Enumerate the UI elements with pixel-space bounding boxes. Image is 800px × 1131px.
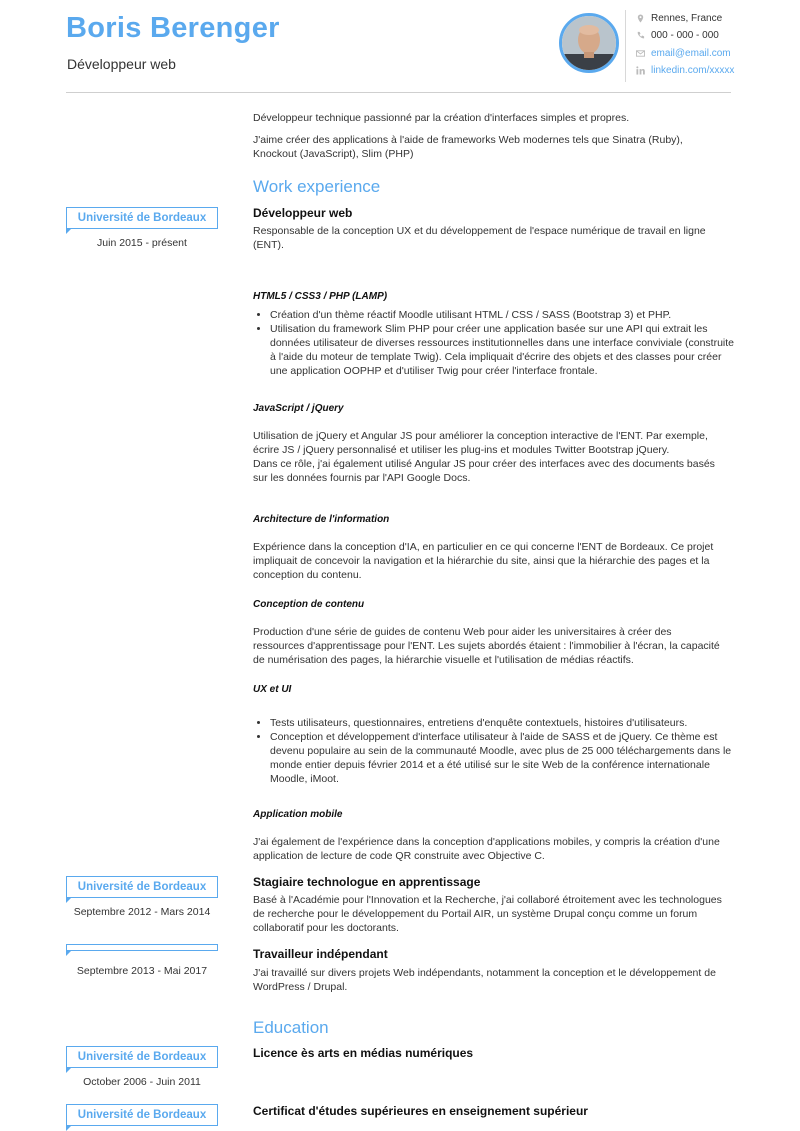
phone-icon: [636, 31, 645, 40]
job-1-ux-list: [253, 716, 740, 786]
job-3-sidebar: [66, 944, 218, 977]
job-1-js-paragraph-1: Utilisation de jQuery et Angular JS pour améliorer la conception interactive de l'ENT. Par exemple, écrire JS / jQuery personnalisé et utiliser les plug-ins et modules Twitter Bootstrap jQuery.: [253, 430, 708, 456]
job-3-description: J'ai travaillé sur divers projets Web indépendants, notamment la conception et le développement de WordPress / Drupal.: [253, 967, 716, 993]
work-experience-heading: Work experience: [253, 177, 381, 196]
education-1-title: Licence ès arts en médias numériques: [253, 1046, 474, 1060]
job-1-subheading-mobile: Application mobile: [253, 809, 343, 820]
list-item: • Conception et développement d'interface utilisateur à l'aide de SASS et de jQuery. Ce thème est devenu populaire au sein de la communauté Moodle, avec plus de 25 000 téléchargements dans le monde entier depuis février 2014 et a été utilisé sur le site Web de la conférence internationale Moodle, iMoot.: [270, 730, 740, 786]
job-2-title: Stagiaire technologue en apprentissage: [253, 875, 481, 889]
job-3-title: Travailleur indépendant: [253, 947, 388, 961]
job-1-html-list: [253, 308, 740, 378]
education-2-title: Certificat d'études supérieures en enseignement supérieur: [253, 1104, 588, 1118]
job-3-dates: Septembre 2013 - Mai 2017: [76, 965, 208, 977]
job-1-mobile-paragraph: J'ai également de l'expérience dans la conception d'applications mobiles, y compris la création d'une application de lecture de code QR construite avec Objective C.: [253, 836, 720, 862]
person-title: Développeur web: [67, 56, 176, 72]
job-1-ia-paragraph: Expérience dans la conception d'IA, en particulier en ce qui concerne l'ENT de Bordeaux. Ce projet impliquait de concevoir la navigation et la hiérarchie du site, ainsi que la hiérarchie des pages et la conception du contenu.: [253, 541, 714, 581]
education-1-institution-badge: Université de Bordeaux: [66, 1046, 218, 1068]
job-1-subheading-html: HTML5 / CSS3 / PHP (LAMP): [253, 291, 388, 302]
list-item: • Création d'un thème réactif Moodle utilisant HTML / CSS / SASS (Bootstrap 3) et PHP.: [270, 308, 740, 322]
job-1-dates: Juin 2015 - présent: [97, 237, 187, 249]
education-2-sidebar: [66, 1104, 218, 1126]
job-2-institution-badge: Université de Bordeaux: [66, 876, 218, 898]
contact-linkedin[interactable]: [636, 63, 734, 79]
email-icon: [636, 49, 645, 58]
job-1-title: Développeur web: [253, 206, 353, 220]
phone-text: 000 - 000 - 000: [651, 30, 719, 41]
education-2-institution-badge: Université de Bordeaux: [66, 1104, 218, 1126]
job-1-js-paragraph-2: Dans ce rôle, j'ai également utilisé Angular JS pour créer des interfaces avec des documents basés sur les données fournis par l'API Google Docs.: [253, 458, 715, 484]
email-link[interactable]: email@email.com: [651, 47, 731, 59]
job-2-description: Basé à l'Académie pour l'Innovation et la Recherche, j'ai collaboré étroitement avec les technologues de recherche pour le développement du Portail AIR, un système Drupal conçu comme un forum collaboratif pour les doctorants.: [253, 894, 722, 934]
job-1-subheading-ux: UX et UI: [253, 684, 292, 695]
education-1-sidebar: [66, 1046, 218, 1088]
location-pin-icon: [636, 14, 645, 23]
avatar: [559, 13, 619, 73]
header-divider: [66, 92, 731, 93]
job-1-institution-badge: Université de Bordeaux: [66, 207, 218, 229]
list-item: • Tests utilisateurs, questionnaires, entretiens d'enquête contextuels, histoires d'utilisateurs.: [270, 716, 740, 730]
contact-location: [636, 10, 734, 26]
job-2-dates: Septembre 2012 - Mars 2014: [73, 906, 211, 918]
resume-header: [0, 0, 800, 95]
person-name: Boris Berenger: [66, 12, 280, 44]
education-1-dates: October 2006 - Juin 2011: [83, 1076, 201, 1088]
education-heading: Education: [253, 1018, 329, 1037]
contact-block: [625, 10, 734, 82]
job-1-sidebar: [66, 207, 218, 249]
linkedin-link[interactable]: linkedin.com/xxxxx: [651, 65, 735, 76]
summary-paragraph-1: Développeur technique passionné par la création d'interfaces simples et propres.: [253, 112, 630, 124]
list-item: • Utilisation du framework Slim PHP pour créer une application basée sur une API qui extrait les données utilisateur de diverses ressources institutionnelles dans une interface conviviale (construite à l'aide du moteur de template Twig). Cela impliquait d'écrire des objets et des classes pour créer une application OOPHP et d'utiliser Twig pour créer l'interface frontale.: [270, 322, 740, 378]
contact-phone: [636, 28, 734, 44]
linkedin-icon: [636, 66, 645, 75]
job-1-description: Responsable de la conception UX et du développement de l'espace numérique de travail en ligne (ENT).: [253, 225, 706, 251]
job-1-content-paragraph: Production d'une série de guides de contenu Web pour aider les universitaires à créer des ressources d'apprentissage pour l'ENT. Les sujets abordés étaient : l'immobilier à l'écran, la capacité de numérisation des pages, la hiérarchie visuelle et l'utilisation de médias réactifs.: [253, 626, 720, 666]
job-2-sidebar: [66, 876, 218, 918]
job-3-institution-badge: [66, 944, 218, 951]
summary-paragraph-2: J'aime créer des applications à l'aide de frameworks Web modernes tels que Sinatra (Ruby), Knockout (JavaScript), Slim (PHP): [253, 134, 683, 160]
contact-email[interactable]: [636, 45, 734, 61]
location-text: Rennes, France: [651, 12, 723, 24]
job-1-subheading-js: JavaScript / jQuery: [253, 403, 344, 414]
job-1-subheading-content: Conception de contenu: [253, 599, 365, 610]
job-1-subheading-ia: Architecture de l'information: [253, 514, 390, 525]
